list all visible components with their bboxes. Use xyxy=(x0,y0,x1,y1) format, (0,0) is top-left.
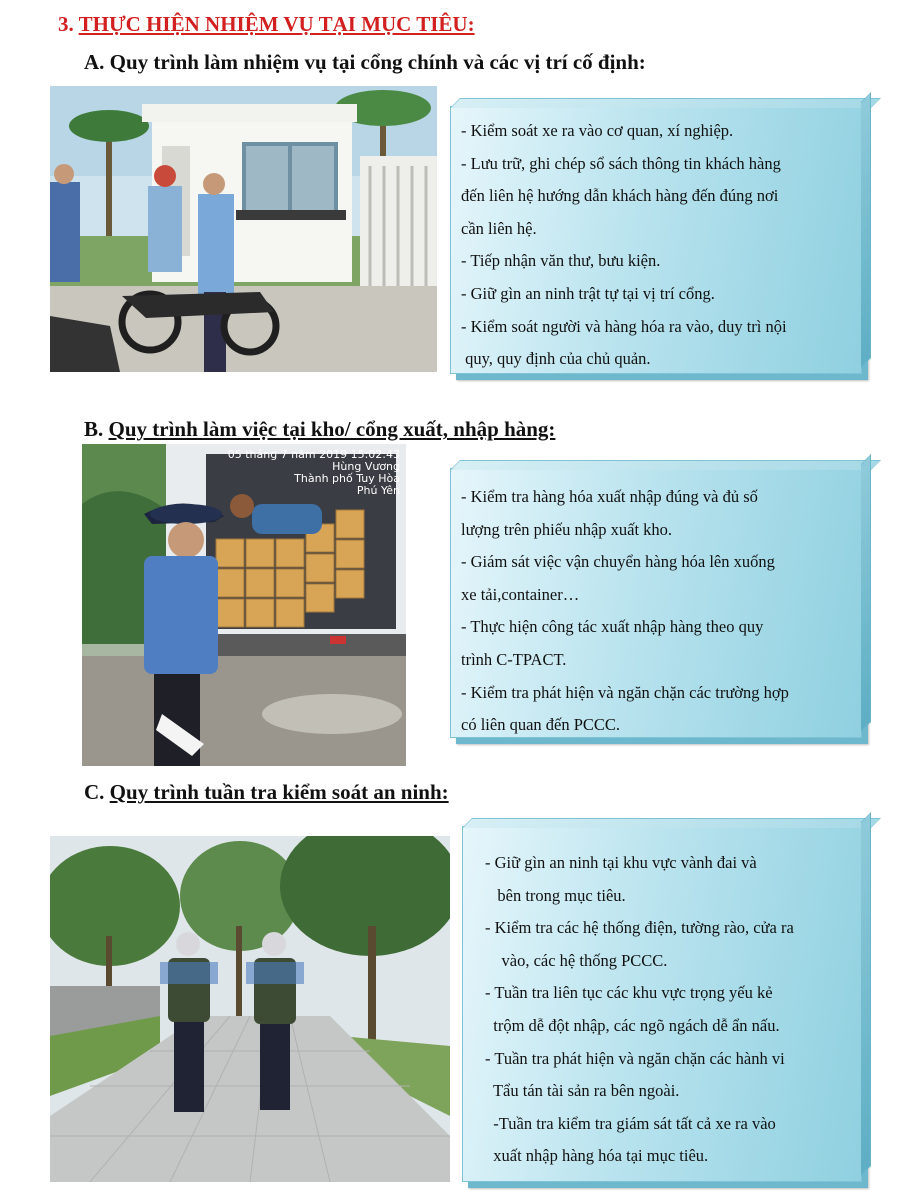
list-item: đến liên hệ hướng dẫn khách hàng đến đúng nơi xyxy=(461,186,779,206)
warehouse-photo xyxy=(82,444,406,766)
section-number: 3. xyxy=(58,12,74,36)
section-c-prefix: C. xyxy=(84,780,105,804)
section-c-title: Quy trình tuần tra kiểm soát an ninh: xyxy=(109,780,449,804)
list-item: trộm dễ đột nhập, các ngõ ngách dễ ẩn nấu. xyxy=(485,1015,780,1035)
section-b-prefix: B. xyxy=(84,417,104,441)
section-heading xyxy=(58,12,475,37)
list-item: xe tải,container… xyxy=(461,584,580,604)
section-b-title: Quy trình làm việc tại kho/ cổng xuất, nhập hàng: xyxy=(108,417,556,441)
section-c-duties-list xyxy=(485,847,851,1173)
list-item: vào, các hệ thống PCCC. xyxy=(485,950,668,970)
section-b-duties-list xyxy=(461,481,851,742)
list-item: - Kiểm tra các hệ thống điện, tường rào, cửa ra xyxy=(485,918,794,938)
list-item: có liên quan đến PCCC. xyxy=(461,715,621,735)
list-item: - Giữ gìn an ninh trật tự tại vị trí cổng. xyxy=(461,283,715,303)
photo-timestamp-date: 05 tháng 7 năm 2019 15:02:43 xyxy=(227,448,400,461)
list-item: - Tiếp nhận văn thư, bưu kiện. xyxy=(461,251,661,271)
list-item: - Lưu trữ, ghi chép sổ sách thông tin khách hàng xyxy=(461,153,781,173)
gate-guard-photo xyxy=(50,86,437,372)
list-item: -Tuần tra kiểm tra giám sát tất cả xe ra vào xyxy=(485,1113,776,1133)
section-title: THỰC HIỆN NHIỆM VỤ TẠI MỤC TIÊU: xyxy=(78,12,475,36)
section-c-heading xyxy=(84,780,449,805)
section-c-duties-card xyxy=(462,826,862,1182)
list-item: lượng trên phiếu nhập xuất kho. xyxy=(461,519,673,539)
list-item: - Kiểm tra phát hiện và ngăn chặn các trường hợp xyxy=(461,682,789,702)
photo-timestamp-city: Thành phố Tuy Hòa xyxy=(294,472,400,485)
list-item: quy, quy định của chủ quản. xyxy=(461,349,651,369)
list-item: - Kiểm soát người và hàng hóa ra vào, duy trì nội xyxy=(461,316,787,336)
list-item: Tẩu tán tài sản ra bên ngoài. xyxy=(485,1081,680,1101)
list-item: trình C-TPACT. xyxy=(461,649,567,669)
section-a-duties-list xyxy=(461,115,851,376)
section-a-duties-card xyxy=(450,106,862,374)
list-item: xuất nhập hàng hóa tại mục tiêu. xyxy=(485,1146,709,1166)
section-a-title: A. Quy trình làm nhiệm vụ tại cổng chính và các vị trí cố định: xyxy=(84,50,646,74)
photo-timestamp-province: Phú Yên xyxy=(356,484,400,497)
list-item: - Kiểm tra hàng hóa xuất nhập đúng và đủ số xyxy=(461,487,758,506)
list-item: - Giữ gìn an ninh tại khu vực vành đai và xyxy=(485,853,757,872)
list-item: cần liên hệ. xyxy=(461,218,537,238)
list-item: - Giám sát việc vận chuyển hàng hóa lên xuống xyxy=(461,552,775,572)
list-item: - Tuần tra phát hiện và ngăn chặn các hành vi xyxy=(485,1048,785,1068)
section-b-heading xyxy=(84,417,555,442)
section-b-duties-card xyxy=(450,468,862,738)
list-item: bên trong mục tiêu. xyxy=(485,885,626,905)
list-item: - Kiểm soát xe ra vào cơ quan, xí nghiệp. xyxy=(461,121,734,140)
photo-timestamp-street: Hùng Vương xyxy=(332,460,400,473)
list-item: - Tuần tra liên tục các khu vực trọng yếu kẻ xyxy=(485,983,773,1003)
list-item: - Thực hiện công tác xuất nhập hàng theo quy xyxy=(461,617,764,637)
patrol-photo xyxy=(50,836,450,1182)
